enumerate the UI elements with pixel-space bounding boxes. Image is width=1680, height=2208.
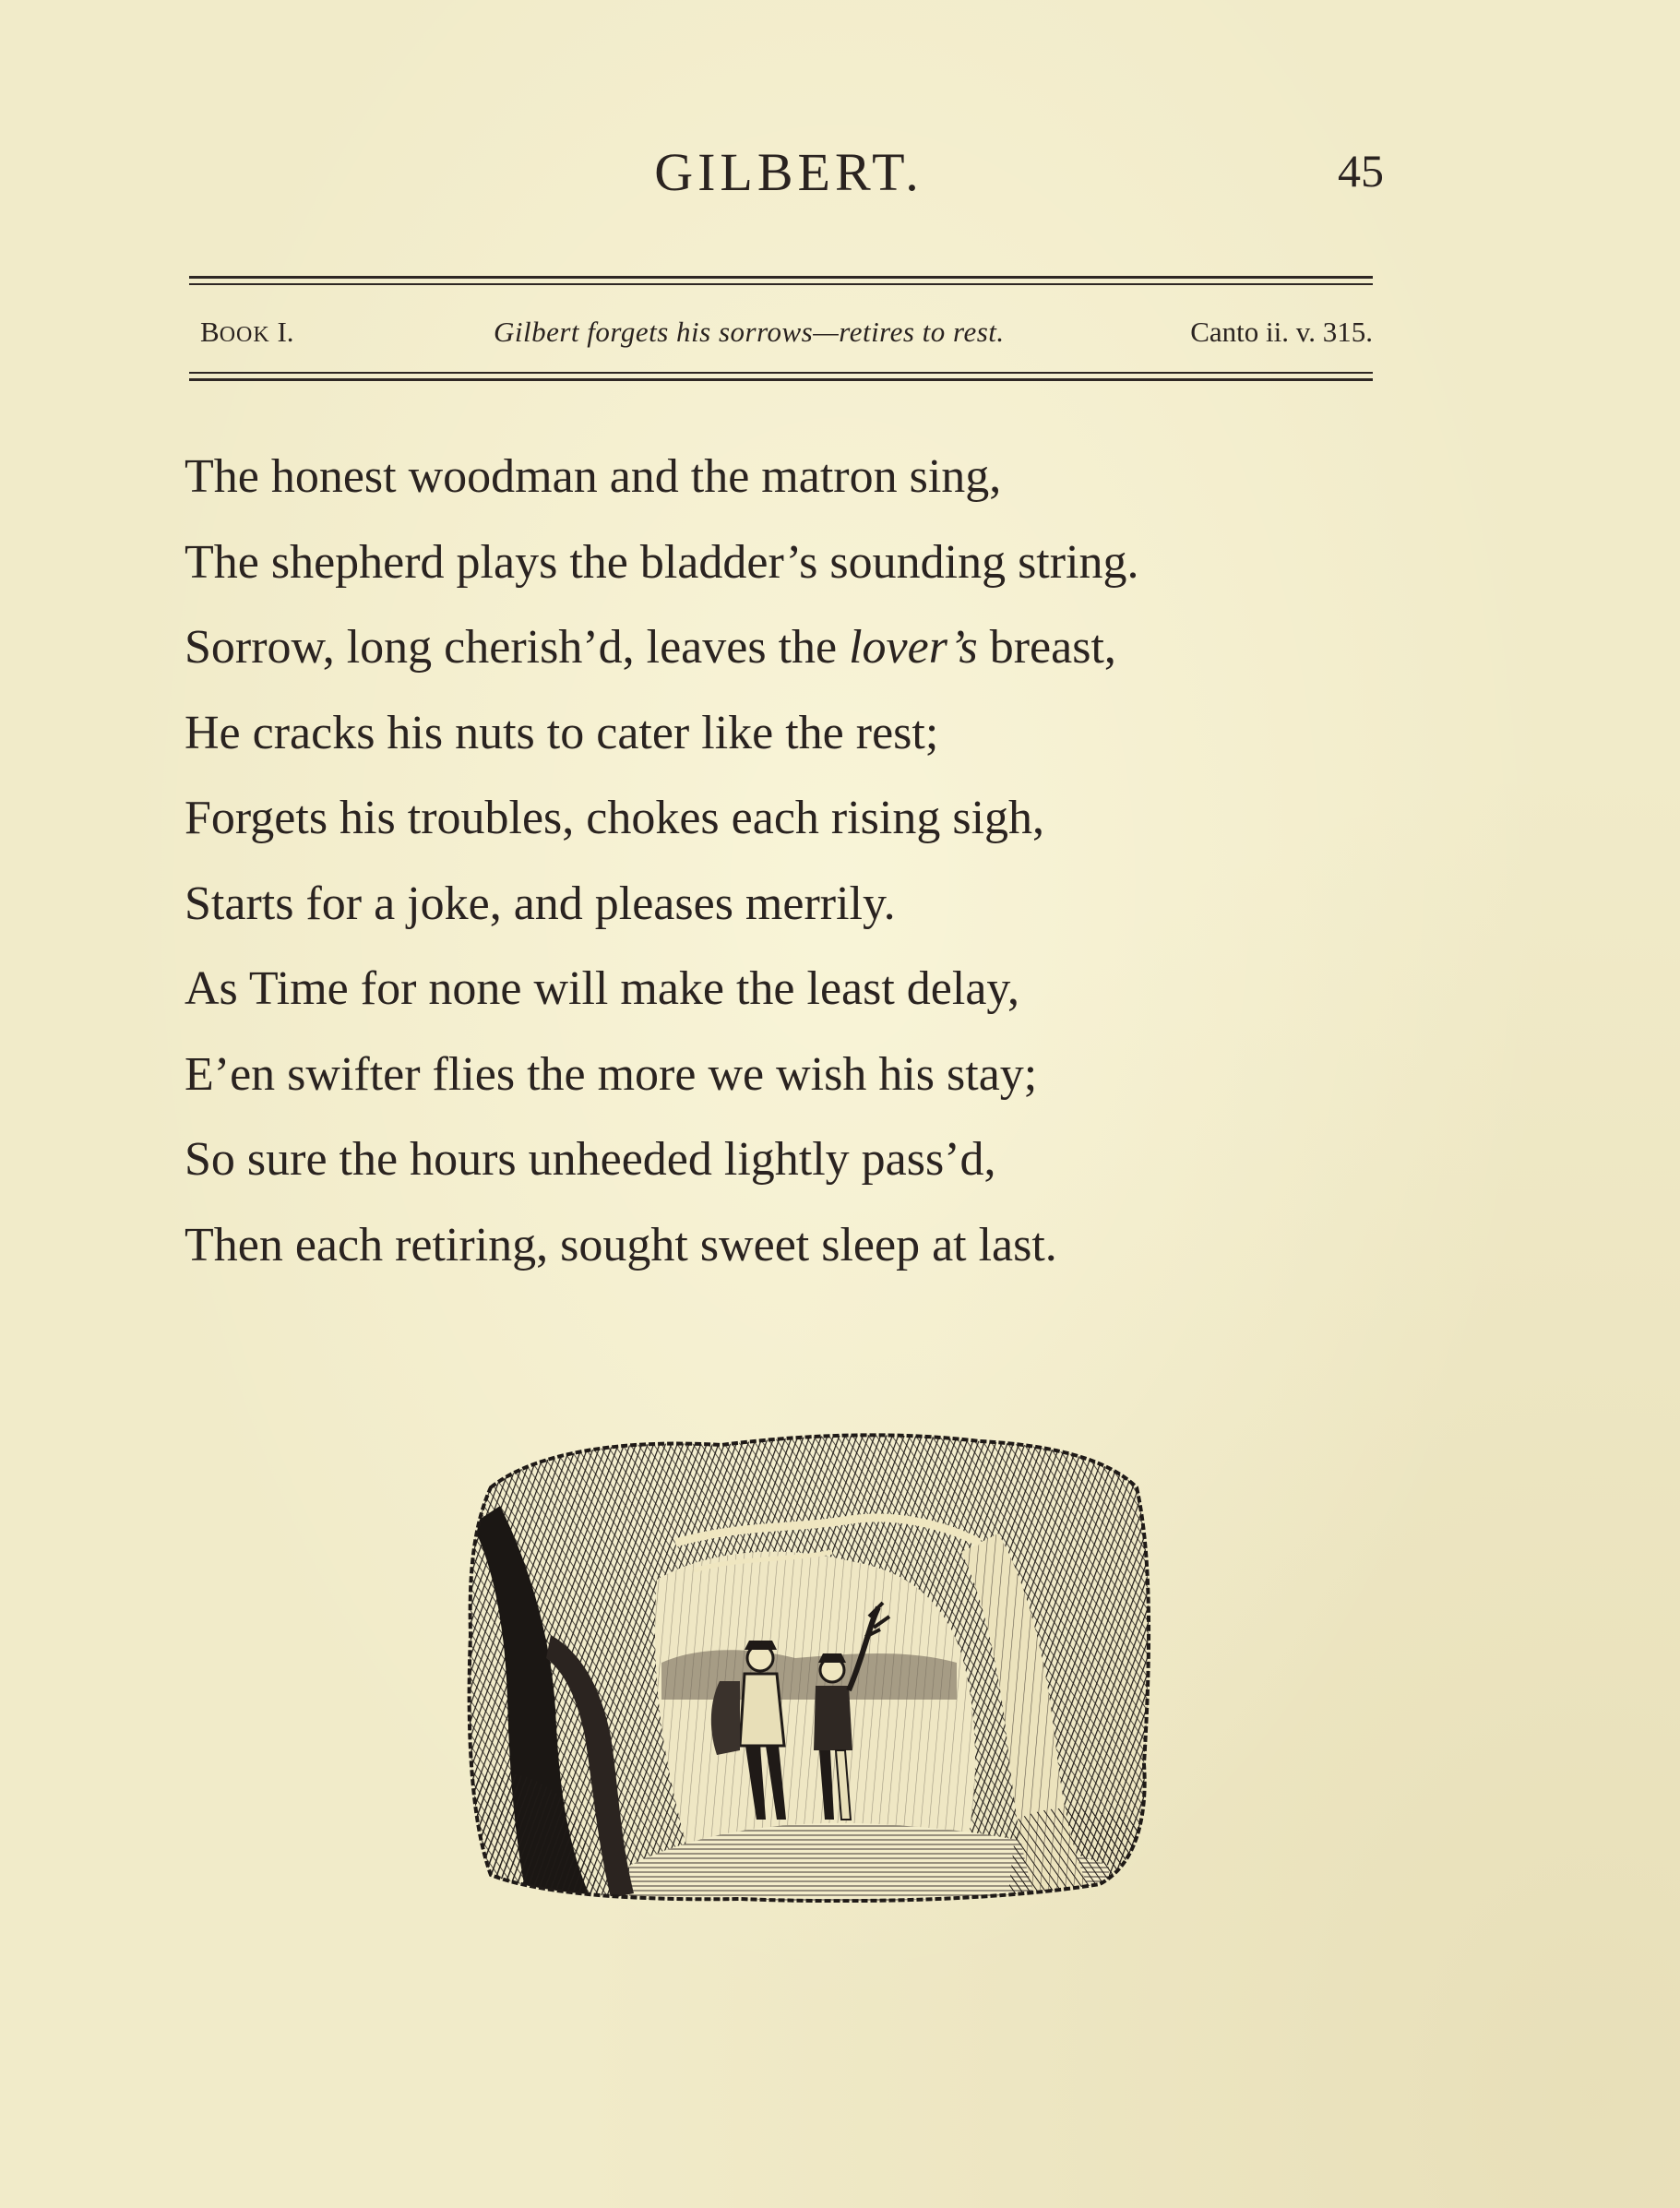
poem-line: So sure the hours unheeded lightly pass’d,: [185, 1133, 996, 1186]
poem-line: Forgets his troubles, chokes each rising sigh,: [185, 792, 1045, 844]
poem-line-text: Sorrow, long cherish’d, leaves the: [185, 621, 850, 674]
woodcut-vignette: [463, 1432, 1153, 1903]
top-rule-thin: [189, 283, 1373, 285]
poem-line: As Time for none will make the least delay,: [185, 962, 1020, 1015]
book-number: I.: [269, 316, 294, 348]
bottom-rule-thin: [189, 372, 1373, 374]
poem-line: He cracks his nuts to cater like the rest;: [185, 706, 939, 759]
page-number: 45: [1338, 145, 1384, 197]
top-rule-thick: [189, 276, 1373, 279]
section-summary: Gilbert forgets his sorrows—retires to rest.: [494, 316, 1005, 348]
chapter-header: [189, 312, 1373, 352]
book-label-initial: B: [200, 316, 220, 348]
poem-line: Then each retiring, sought sweet sleep at last.: [185, 1218, 1057, 1271]
woodcut-illustration: [463, 1432, 1153, 1903]
poem-line-text: breast,: [977, 621, 1116, 674]
book-label-smallcaps: OOK: [219, 323, 270, 347]
book-label: [200, 312, 294, 355]
poem-line: [185, 620, 1384, 706]
poem-line-italic: lover’s: [849, 621, 978, 674]
poem-text: [185, 449, 1384, 1303]
poem-line: E’en swifter flies the more we wish his stay;: [185, 1047, 1038, 1101]
canto-reference: Canto ii. v. 315.: [1190, 316, 1373, 348]
running-title: GILBERT.: [654, 142, 923, 202]
bottom-rule-thick: [189, 378, 1373, 381]
poem-line: The honest woodman and the matron sing,: [185, 450, 1002, 503]
poem-line: Starts for a joke, and pleases merrily.: [185, 877, 896, 930]
poem-line: The shepherd plays the bladder’s sounding string.: [185, 535, 1139, 589]
